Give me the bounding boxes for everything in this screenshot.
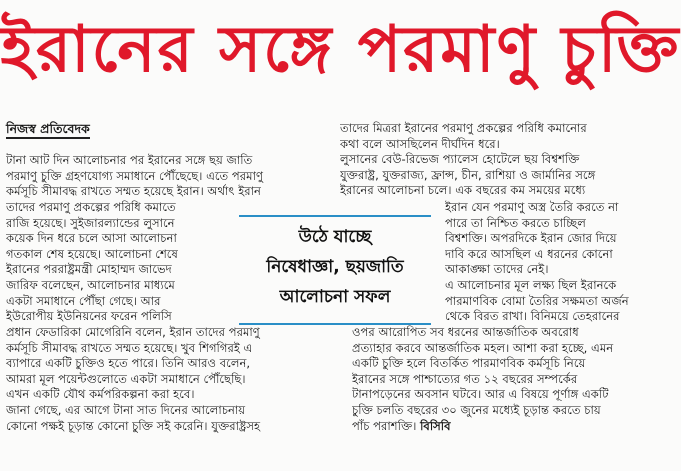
text-line: আমরা মূল পয়েন্টগুলোতে একটা সমাধানে পৌঁছেছি। [6, 371, 246, 386]
text-line: পরমাণু চুক্তি গ্রহণযোগ্য সমাধানে পৌঁছেছে। এতে পরমাণু [6, 168, 263, 183]
text-line: তাদের পরমাণু প্রকল্পের পরিধি কমাতে [6, 200, 176, 214]
byline: নিজস্ব প্রতিবেদক [6, 121, 90, 139]
text-line: কথা বলে আসছিলেন দীর্ঘদিন ধরে। [340, 136, 500, 151]
news-credit: বিসিবি [420, 418, 451, 433]
text-line: প্রত্যাহার করবে আন্তর্জাতিক মহল। আশা করা হচ্ছে, এমন [352, 340, 614, 355]
right-column-bottom [352, 325, 674, 434]
text-line: এখন একটি যৌথ কর্মপরিকল্পনা করা হবে। [6, 387, 195, 402]
text-line: ইউরোপীয় ইউনিয়নের ফরেন পলিসি [6, 309, 172, 324]
headline: ইরানের সঙ্গে পরমাণু চুক্তি [0, 13, 681, 87]
text-line: ইরানের সঙ্গে পাশ্চাত্যের গত ১২ বছরের সম্পর্কের [352, 371, 578, 386]
text-line: কোনো পক্ষই চূড়ান্ত কোনো চুক্তি সই করেনি। যুক্তরাষ্ট্রসহ [6, 418, 261, 433]
text-line: ইরানের পররাষ্ট্রমন্ত্রী মোহাম্মদ জাভেদ [6, 262, 172, 277]
text-line: পারমাণবিক বোমা তৈরির সক্ষমতা অর্জন [445, 293, 629, 308]
text-line-end: পাঁচ পরাশক্তি। [352, 418, 417, 433]
text-line: বিশ্বশক্তি। অপরদিকে ইরান জোর দিয়ে [445, 231, 617, 246]
text-line: গতকাল শেষ হয়েছে। আলোচনা শেষে [6, 246, 178, 261]
text-line: কর্মসূচি সীমাবদ্ধ রাখতে সম্মত হয়েছে। খুব শিগগিরই এ [6, 340, 253, 355]
text-line: ইরান যেন পরমাণু অস্ত্র তৈরি করতে না [445, 200, 619, 214]
text-line: আকাঙ্ক্ষা তাদের নেই। [445, 262, 549, 277]
text-line: ব্যাপারে একটি চুক্তিও হতে পারে। তিনি আরও বলেন, [6, 356, 251, 371]
text-line: যুক্তরাষ্ট্র, যুক্তরাজ্য, ফ্রান্স, চীন, রাশিয়া ও জার্মানির সঙ্গে [340, 167, 596, 182]
pull-quote-line: আলোচনা সফল [279, 287, 391, 307]
text-line: ওপর আরোপিত সব ধরনের আন্তর্জাতিক অবরোধ [352, 325, 579, 339]
left-column-bottom [6, 325, 333, 434]
text-line: টানা আট দিন আলোচনার পর ইরানের সঙ্গে ছয় জাতি [6, 153, 253, 167]
pull-quote-line: নিষেধাজ্ঞা, ছয়জাতি [266, 257, 404, 277]
text-line: এ আলোচনার মূল লক্ষ্য ছিল ইরানকে [445, 277, 617, 292]
left-column-top [6, 153, 333, 200]
pull-quote [239, 215, 431, 325]
text-line: জারিফ বলেছেন, আলোচনার মাধ্যমে [6, 277, 175, 292]
text-line: দাবি করে আসছিল এ ধরনের কোনো [445, 246, 613, 261]
right-column-top [340, 121, 674, 199]
text-line: লুসানের বেউ-রিভেজ প্যালেস হোটেলে ছয় বিশ্বশক্তি [340, 152, 580, 167]
text-line: জানা গেছে, এর আগে টানা সাত দিনের আলোচনায় [6, 402, 246, 417]
text-line: কর্মসূচি সীমাবদ্ধ রাখতে সম্মত হয়েছে ইরান। অর্থাৎ ইরান [6, 184, 261, 199]
text-line: থেকে বিরত রাখা। বিনিময়ে তেহরানের [445, 309, 620, 324]
left-column-wrap [6, 200, 232, 325]
text-line: কয়েক দিন ধরে চলে আসা আলোচনা [6, 231, 177, 246]
text-line: রাজি হয়েছে। সুইজারল্যান্ডের লুসানে [6, 215, 175, 230]
text-line [352, 419, 674, 435]
text-line: প্রধান ফেডারিকা মোগেরিনি বলেন, ইরান তাদের পরমাণু [6, 325, 260, 339]
text-line: ইরানের আলোচনা চলে। এক বছরের কম সময়ের মধ্যে [340, 183, 586, 198]
text-line: চুক্তি চলতি বছরের ৩০ জুনের মধ্যেই চূড়ান্ত করতে চায় [352, 402, 601, 417]
right-column-wrap [445, 200, 674, 325]
text-line: তাদের মিত্ররা ইরানের পরমাণু প্রকল্পের পরিধি কমানোর [340, 121, 587, 135]
text-line: একটি চুক্তি হলে বিতর্কিত পারমাণবিক কর্মসূচি নিয়ে [352, 356, 586, 371]
pull-quote-line: উঠে যাচ্ছে [298, 227, 372, 247]
text-line: টানাপড়েনের অবসান ঘটবে। আর এ বিষয়ে পূর্ণাঙ্গ একটি [352, 387, 609, 402]
text-line: একটা সমাধানে পৌঁছা গেছে। আর [6, 293, 161, 308]
text-line: পারে তা নিশ্চিত করতে চাচ্ছিল [445, 215, 586, 230]
